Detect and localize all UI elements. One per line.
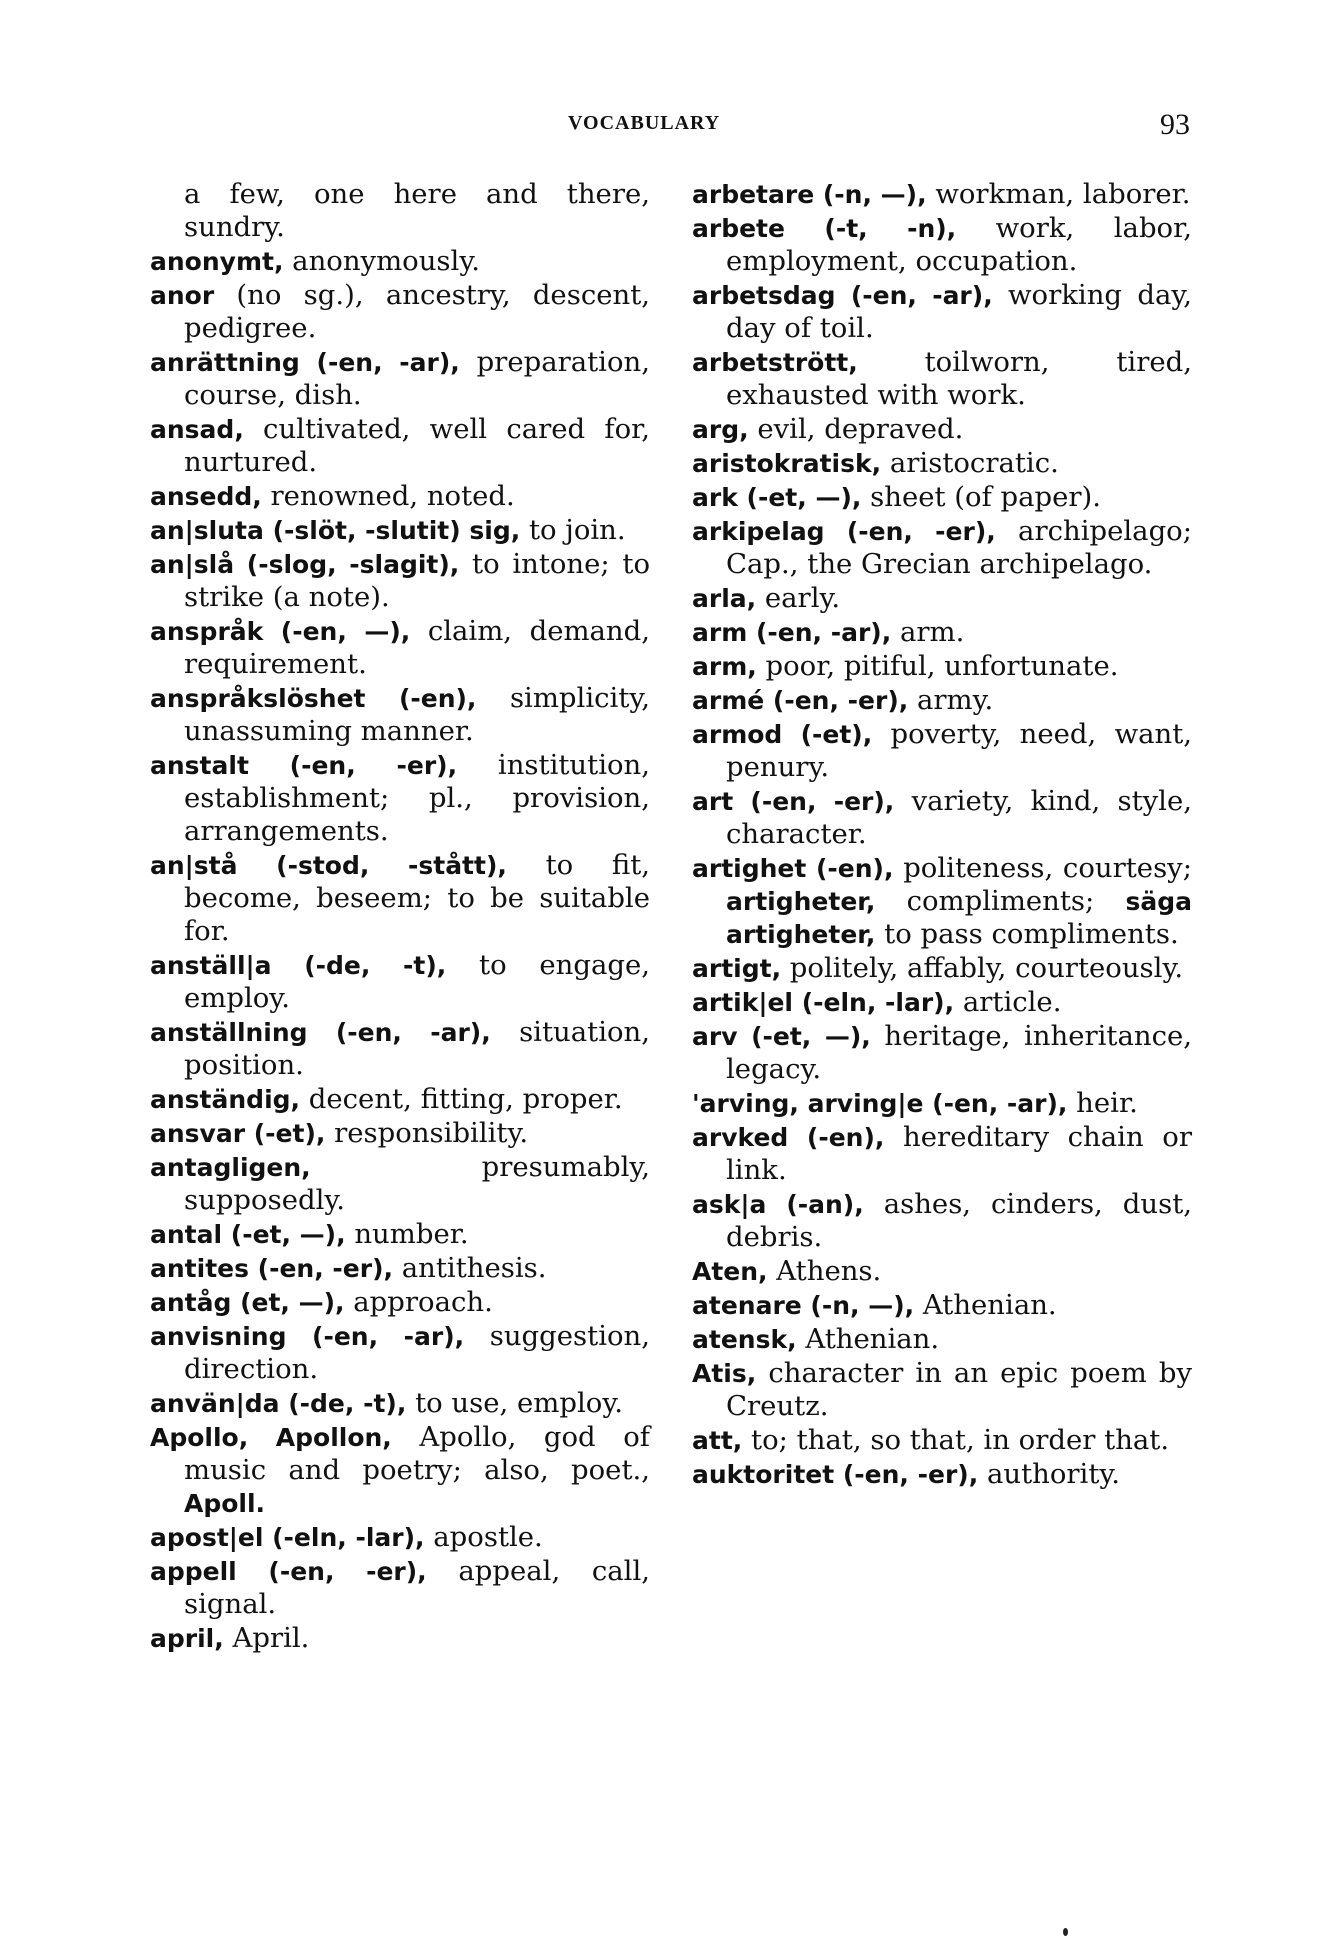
entry-headword: anstalt (-en, -er), [150,751,458,780]
dictionary-entry [692,447,1192,480]
dictionary-entry [692,515,1192,581]
entry-definition: to intone; to strike (a note). [184,548,650,613]
entry-definition: heir. [1067,1087,1138,1119]
dictionary-entry [692,1458,1192,1491]
entry-definition: cultivated, well cared for, nurtured. [184,413,650,478]
entry-headword: an|sluta (-slöt, -slutit) sig, [150,516,521,545]
dictionary-entry [692,718,1192,784]
entry-definition: working day, day of toil. [726,279,1192,344]
entry-definition: antithesis. [393,1252,547,1284]
dictionary-entry [150,949,650,1015]
entry-definition: hereditary chain or link. [726,1121,1193,1186]
dictionary-entry [692,1188,1192,1254]
entry-headword: atenare (-n, —), [692,1291,915,1320]
entry-headword: arbete (-t, -n), [692,214,957,243]
entry-definition: aristocratic. [881,447,1059,479]
entry-headword: atensk, [692,1325,797,1354]
entry-headword: armod (-et), [692,720,873,749]
entry-definition: anonymously. [283,245,480,277]
entry-headword: arv (-et, —), [692,1022,871,1051]
entry-definition: renowned, noted. [261,480,515,512]
entry-definition: claim, demand, requirement. [184,615,650,680]
entry-headword: Apollo, Apollon, [150,1423,392,1452]
entry-definition: poor, pitiful, unfortunate. [756,650,1119,682]
entry-headword: artighet (-en), [692,854,894,883]
entry-definition: evil, depraved. [748,413,964,445]
dictionary-entry [150,1320,650,1386]
dictionary-entry [692,481,1192,514]
dictionary-entry [150,1252,650,1285]
entry-headword: anställning (-en, -ar), [150,1018,491,1047]
entry-definition: Apollo, god of music and poetry; also, poet., [184,1421,650,1486]
entry-definition: appeal, call, signal. [184,1555,650,1620]
entry-headword: aristokratisk, [692,449,882,478]
entry-definition: a few, one here and there, sundry. [184,178,650,243]
dictionary-entry [692,279,1192,345]
dictionary-entry [150,1117,650,1150]
entry-definition: to pass compliments. [875,918,1179,950]
entry-headword: antal (-et, —), [150,1220,346,1249]
dictionary-entry [692,1323,1192,1356]
entry-definition: preparation, course, dish. [184,346,650,411]
entry-headword: anständig, [150,1085,301,1114]
entry-definition: ashes, cinders, dust, debris. [726,1188,1192,1253]
entry-headword: artigheter, [726,887,876,916]
dictionary-entry [692,1289,1192,1322]
dictionary-entry [150,1387,650,1420]
entry-definition: apostle. [424,1521,543,1553]
entry-definition: to engage, employ. [184,949,650,1014]
dictionary-entry [150,346,650,412]
entry-definition: article. [954,986,1062,1018]
entry-definition: Athenian. [796,1323,940,1355]
dictionary-entry [150,514,650,547]
entry-definition: simplicity, unassuming manner. [184,682,650,747]
entry-definition: character in an epic poem by Creutz. [726,1357,1192,1422]
entry-headword: anvisning (-en, -ar), [150,1322,465,1351]
entry-headword: art (-en, -er), [692,787,895,816]
dictionary-entry [692,785,1192,851]
dictionary-entry [692,684,1192,717]
entry-definition: arm. [891,616,965,648]
entry-definition: variety, kind, style, character. [726,785,1192,850]
entry-headword: arla, [692,584,757,613]
entry-headword: Aten, [692,1257,768,1286]
entry-definition: workman, laborer. [926,178,1191,210]
dictionary-entry [150,480,650,513]
entry-headword: ask|a (-an), [692,1190,864,1219]
entry-headword: arbetstrött, [692,348,858,377]
entry-headword: anrättning (-en, -ar), [150,348,460,377]
entry-definition: poverty, need, want, penury. [726,718,1193,783]
dictionary-entry [692,346,1192,412]
entry-definition: politely, affably, courteously. [781,952,1184,984]
entry-headword: artigt, [692,954,782,983]
dictionary-entry [692,952,1192,985]
entry-headword: arvked (-en), [692,1123,885,1152]
page-header [0,108,1329,148]
entry-headword: 'arving, arving|e (-en, -ar), [692,1089,1068,1118]
entry-headword: antagligen, [150,1153,311,1182]
entry-definition: presumably, supposedly. [184,1151,650,1216]
entry-headword: ansvar (-et), [150,1119,326,1148]
ink-speck [1063,1928,1068,1936]
dictionary-entry [150,245,650,278]
dictionary-entry [150,682,650,748]
entry-definition: sheet (of paper). [861,481,1101,513]
dictionary-entry [692,1087,1192,1120]
dictionary-entry [150,279,650,345]
entry-headword: arkipelag (-en, -er), [692,517,996,546]
entry-headword: ansedd, [150,482,262,511]
dictionary-entry [692,1424,1192,1457]
entry-headword: ark (-et, —), [692,483,862,512]
entry-definition: situation, position. [184,1016,650,1081]
left-column [150,178,650,1656]
page-number: 93 [1160,108,1190,141]
dictionary-entry [150,849,650,948]
dictionary-entry [150,749,650,848]
dictionary-entry [692,1357,1192,1423]
entry-definition: to fit, become, beseem; to be suitable for. [184,849,650,947]
entry-definition: number. [345,1218,469,1250]
entry-definition: April. [223,1622,310,1654]
entry-definition: institution, establishment; pl., provision, arrangements. [184,749,650,847]
entry-definition: to join. [520,514,626,546]
dictionary-entry [692,650,1192,683]
dictionary-entry [150,1622,650,1655]
dictionary-entry [150,1083,650,1116]
entry-definition: compliments; [875,885,1126,917]
dictionary-entry [692,1255,1192,1288]
entry-headword: appell (-en, -er), [150,1557,427,1586]
entry-headword: antåg (et, —), [150,1288,345,1317]
dictionary-entry [692,616,1192,649]
entry-headword: artik|el (-eln, -lar), [692,988,955,1017]
dictionary-entry [150,1555,650,1621]
entry-headword: april, [150,1624,224,1653]
entry-headword: att, [692,1426,743,1455]
entry-headword: arm, [692,652,757,681]
entry-headword: anspråkslöshet (-en), [150,684,477,713]
dictionary-entry [692,986,1192,1019]
dictionary-entry [692,1020,1192,1086]
entry-definition: toilworn, tired, exhausted with work. [726,346,1192,411]
entry-headword: arbetsdag (-en, -ar), [692,281,993,310]
entry-headword: an|stå (-stod, -stått), [150,851,507,880]
dictionary-entry [692,413,1192,446]
entry-definition: early. [756,582,841,614]
entry-headword: armé (-en, -er), [692,686,909,715]
entry-headword: an|slå (-slog, -slagit), [150,550,460,579]
entry-definition: suggestion, direction. [184,1320,651,1385]
entry-definition: approach. [344,1286,493,1318]
dictionary-entry [692,178,1192,211]
right-column [692,178,1192,1492]
entry-definition: heritage, inheritance, legacy. [726,1020,1193,1085]
entry-headword: anonymt, [150,247,284,276]
entry-definition: responsibility. [325,1117,529,1149]
entry-definition: decent, fitting, proper. [300,1083,623,1115]
dictionary-entry [692,1121,1192,1187]
entry-definition: authority. [978,1458,1121,1490]
dictionary-entry [692,212,1192,278]
entry-headword: Apoll. [184,1489,266,1518]
entry-definition: to use, employ. [406,1387,623,1419]
entry-definition: Athenian. [914,1289,1057,1321]
dictionary-entry [692,582,1192,615]
entry-headword: anställ|a (-de, -t), [150,951,447,980]
entry-headword: arg, [692,415,749,444]
entry-headword: apost|el (-eln, -lar), [150,1523,425,1552]
dictionary-entry [150,1421,650,1520]
entry-headword: antites (-en, -er), [150,1254,394,1283]
dictionary-entry [150,1286,650,1319]
dictionary-entry [150,1521,650,1554]
entry-definition: work, labor, employment, occupation. [726,212,1192,277]
entry-headword: arm (-en, -ar), [692,618,892,647]
entry-definition: to; that, so that, in order that. [742,1424,1170,1456]
entry-headword: arbetare (-n, —), [692,180,927,209]
dictionary-entry [150,413,650,479]
running-title: VOCABULARY [568,112,721,134]
entry-headword: använ|da (-de, -t), [150,1389,407,1418]
entry-definition: army. [908,684,994,716]
entry-definition: politeness, courtesy; [893,852,1192,884]
entry-headword: ansad, [150,415,244,444]
entry-definition: archipelago; Cap., the Grecian archipelago. [726,515,1192,580]
entry-definition: Athens. [767,1255,882,1287]
entry-headword: anspråk (-en, —), [150,617,411,646]
dictionary-entry [150,178,650,244]
entry-headword: Atis, [692,1359,757,1388]
entry-headword: säga artigheter, [726,887,1192,949]
dictionary-entry [150,1151,650,1217]
entry-headword: anor [150,281,215,310]
dictionary-entry [150,548,650,614]
dictionary-entry [150,615,650,681]
entry-headword: auktoritet (-en, -er), [692,1460,979,1489]
dictionary-entry [150,1218,650,1251]
dictionary-entry [692,852,1192,951]
entry-definition: (no sg.), ancestry, descent, pedigree. [184,279,650,344]
dictionary-entry [150,1016,650,1082]
